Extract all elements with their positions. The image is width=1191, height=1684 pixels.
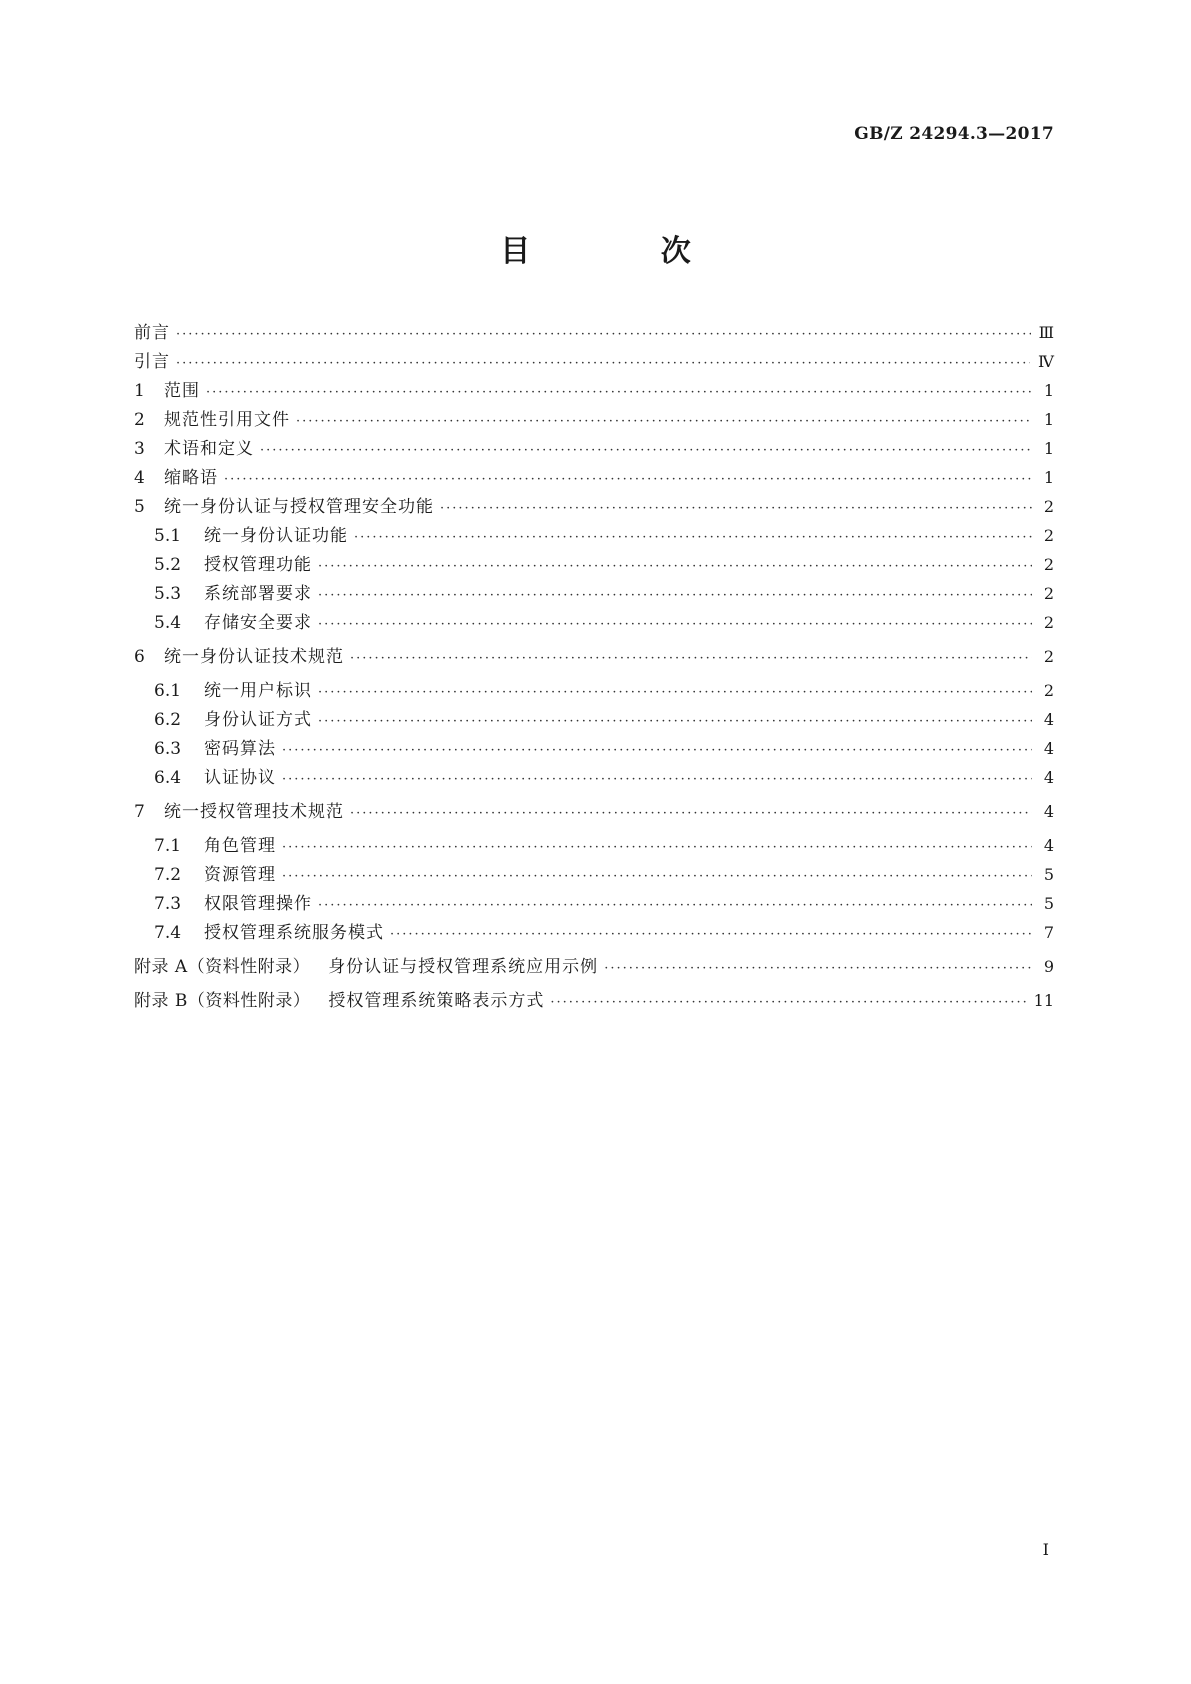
toc-entry-page: 2 bbox=[1043, 681, 1054, 700]
toc-entry-page: 2 bbox=[1043, 526, 1054, 545]
toc-entry-4[interactable] bbox=[134, 463, 1054, 489]
toc-entry-6-3[interactable] bbox=[154, 734, 1054, 760]
toc-entry-title: 统一授权管理技术规范 bbox=[164, 802, 344, 822]
toc-entry-page: 7 bbox=[1043, 923, 1054, 942]
toc-entry-title: 术语和定义 bbox=[164, 439, 254, 459]
toc-entry-page: Ⅲ bbox=[1038, 323, 1054, 342]
toc-entry-title: 密码算法 bbox=[204, 739, 276, 759]
leader-dots bbox=[282, 840, 1032, 855]
toc-entry-page: 2 bbox=[1043, 647, 1054, 666]
toc-entry-number: 6 bbox=[134, 647, 145, 667]
toc-entry-title: 权限管理操作 bbox=[204, 894, 312, 914]
toc-entry-page: 2 bbox=[1043, 584, 1054, 603]
toc-entry-7-2[interactable] bbox=[154, 860, 1054, 886]
leader-dots bbox=[206, 385, 1032, 400]
toc-entry-6[interactable] bbox=[134, 642, 1054, 668]
toc-entry-number: 5.4 bbox=[154, 613, 182, 633]
toc-entry-page: 2 bbox=[1043, 497, 1054, 516]
toc-entry-number: 4 bbox=[134, 468, 145, 488]
toc-entry-title: 身份认证与授权管理系统应用示例 bbox=[328, 957, 599, 977]
toc-entry-6-4[interactable] bbox=[154, 763, 1054, 789]
toc-entry-title: 授权管理系统服务模式 bbox=[204, 923, 384, 943]
leader-dots bbox=[318, 559, 1032, 574]
toc-entry-page: 5 bbox=[1043, 894, 1054, 913]
toc-entry-title: 引言 bbox=[134, 352, 170, 372]
toc-entry-introduction[interactable] bbox=[134, 347, 1054, 373]
toc-entry-5-2[interactable] bbox=[154, 550, 1054, 576]
leader-dots bbox=[282, 869, 1032, 884]
leader-dots bbox=[260, 443, 1032, 458]
toc-entry-3[interactable] bbox=[134, 434, 1054, 460]
toc-entry-page: Ⅳ bbox=[1038, 352, 1054, 371]
toc-entry-number: 5.3 bbox=[154, 584, 182, 604]
toc-entry-page: 1 bbox=[1043, 381, 1054, 400]
toc-entry-number: 5.2 bbox=[154, 555, 182, 575]
leader-dots bbox=[318, 617, 1032, 632]
toc-entry-title: 规范性引用文件 bbox=[164, 410, 290, 430]
toc-entry-number: 6.1 bbox=[154, 681, 182, 701]
toc-entry-number: 7.2 bbox=[154, 865, 182, 885]
toc-entry-page: 1 bbox=[1043, 410, 1054, 429]
leader-dots bbox=[318, 714, 1032, 729]
leader-dots bbox=[440, 501, 1032, 516]
toc-entry-page: 1 bbox=[1043, 439, 1054, 458]
toc-entry-title: 授权管理功能 bbox=[204, 555, 312, 575]
toc-entry-page: 2 bbox=[1043, 555, 1054, 574]
toc-entry-annex-b[interactable] bbox=[134, 986, 1054, 1012]
leader-dots bbox=[318, 588, 1032, 603]
leader-dots bbox=[176, 327, 1031, 342]
toc-entry-number: 6.4 bbox=[154, 768, 182, 788]
toc-entry-7[interactable] bbox=[134, 797, 1054, 823]
toc-entry-7-4[interactable] bbox=[154, 918, 1054, 944]
toc-entry-title: 统一身份认证与授权管理安全功能 bbox=[164, 497, 434, 517]
toc-entry-page: 4 bbox=[1043, 768, 1054, 787]
toc-entry-5-1[interactable] bbox=[154, 521, 1054, 547]
toc-entry-number: 7.1 bbox=[154, 836, 182, 856]
leader-dots bbox=[354, 530, 1032, 545]
toc-entry-page: 2 bbox=[1043, 613, 1054, 632]
toc-entry-number: 7 bbox=[134, 802, 145, 822]
toc-entry-7-1[interactable] bbox=[154, 831, 1054, 857]
toc-entry-number: 5.1 bbox=[154, 526, 182, 546]
toc-entry-number: 6.3 bbox=[154, 739, 182, 759]
leader-dots bbox=[296, 414, 1032, 429]
toc-entry-5-3[interactable] bbox=[154, 579, 1054, 605]
toc-entry-number: 6.2 bbox=[154, 710, 182, 730]
leader-dots bbox=[350, 651, 1032, 666]
toc-entry-title: 系统部署要求 bbox=[204, 584, 312, 604]
toc-entry-number: 3 bbox=[134, 439, 145, 459]
toc-entry-2[interactable] bbox=[134, 405, 1054, 431]
leader-dots bbox=[604, 961, 1032, 976]
toc-entry-preface[interactable] bbox=[134, 318, 1054, 344]
document-code: GB/Z 24294.3—2017 bbox=[854, 124, 1054, 144]
toc-entry-number: 1 bbox=[134, 381, 145, 401]
leader-dots bbox=[282, 772, 1032, 787]
toc-entry-page: 1 bbox=[1043, 468, 1054, 487]
toc-entry-page: 11 bbox=[1033, 991, 1054, 1010]
leader-dots bbox=[390, 927, 1032, 942]
toc-entry-6-1[interactable] bbox=[154, 676, 1054, 702]
toc-entry-title: 认证协议 bbox=[204, 768, 276, 788]
toc-entry-title: 缩略语 bbox=[164, 468, 218, 488]
annex-label: 附录 B（资料性附录） bbox=[134, 991, 311, 1011]
toc-entry-page: 9 bbox=[1043, 957, 1054, 976]
toc-entry-title: 范围 bbox=[164, 381, 200, 401]
toc-entry-title: 前言 bbox=[134, 323, 170, 343]
toc-entry-6-2[interactable] bbox=[154, 705, 1054, 731]
leader-dots bbox=[176, 356, 1030, 371]
toc-entry-title: 统一身份认证技术规范 bbox=[164, 647, 344, 667]
toc-entry-5-4[interactable] bbox=[154, 608, 1054, 634]
leader-dots bbox=[318, 898, 1032, 913]
toc-entry-page: 5 bbox=[1043, 865, 1054, 884]
leader-dots bbox=[350, 806, 1032, 821]
leader-dots bbox=[224, 472, 1032, 487]
annex-label: 附录 A（资料性附录） bbox=[134, 957, 311, 977]
toc-entry-number: 5 bbox=[134, 497, 145, 517]
page-title: 目 次 bbox=[500, 234, 751, 269]
toc-entry-number: 7.3 bbox=[154, 894, 182, 914]
toc-entry-number: 2 bbox=[134, 410, 145, 430]
toc-entry-title: 授权管理系统策略表示方式 bbox=[328, 991, 545, 1011]
toc-entry-title: 身份认证方式 bbox=[204, 710, 312, 730]
leader-dots bbox=[318, 685, 1032, 700]
toc-entry-page: 4 bbox=[1043, 802, 1054, 821]
toc-entry-title: 统一身份认证功能 bbox=[204, 526, 348, 546]
toc-entry-page: 4 bbox=[1043, 739, 1054, 758]
toc-entry-title: 角色管理 bbox=[204, 836, 276, 856]
toc-entry-page: 4 bbox=[1043, 710, 1054, 729]
toc-entry-7-3[interactable] bbox=[154, 889, 1054, 915]
page-number: I bbox=[1042, 1540, 1049, 1559]
toc-entry-page: 4 bbox=[1043, 836, 1054, 855]
toc-entry-annex-a[interactable] bbox=[134, 952, 1054, 978]
leader-dots bbox=[282, 743, 1032, 758]
toc-entry-title: 存储安全要求 bbox=[204, 613, 312, 633]
toc-entry-title: 资源管理 bbox=[204, 865, 276, 885]
toc-entry-number: 7.4 bbox=[154, 923, 182, 943]
toc-entry-1[interactable] bbox=[134, 376, 1054, 402]
toc-entry-title: 统一用户标识 bbox=[204, 681, 312, 701]
toc-entry-5[interactable] bbox=[134, 492, 1054, 518]
leader-dots bbox=[550, 995, 1025, 1010]
